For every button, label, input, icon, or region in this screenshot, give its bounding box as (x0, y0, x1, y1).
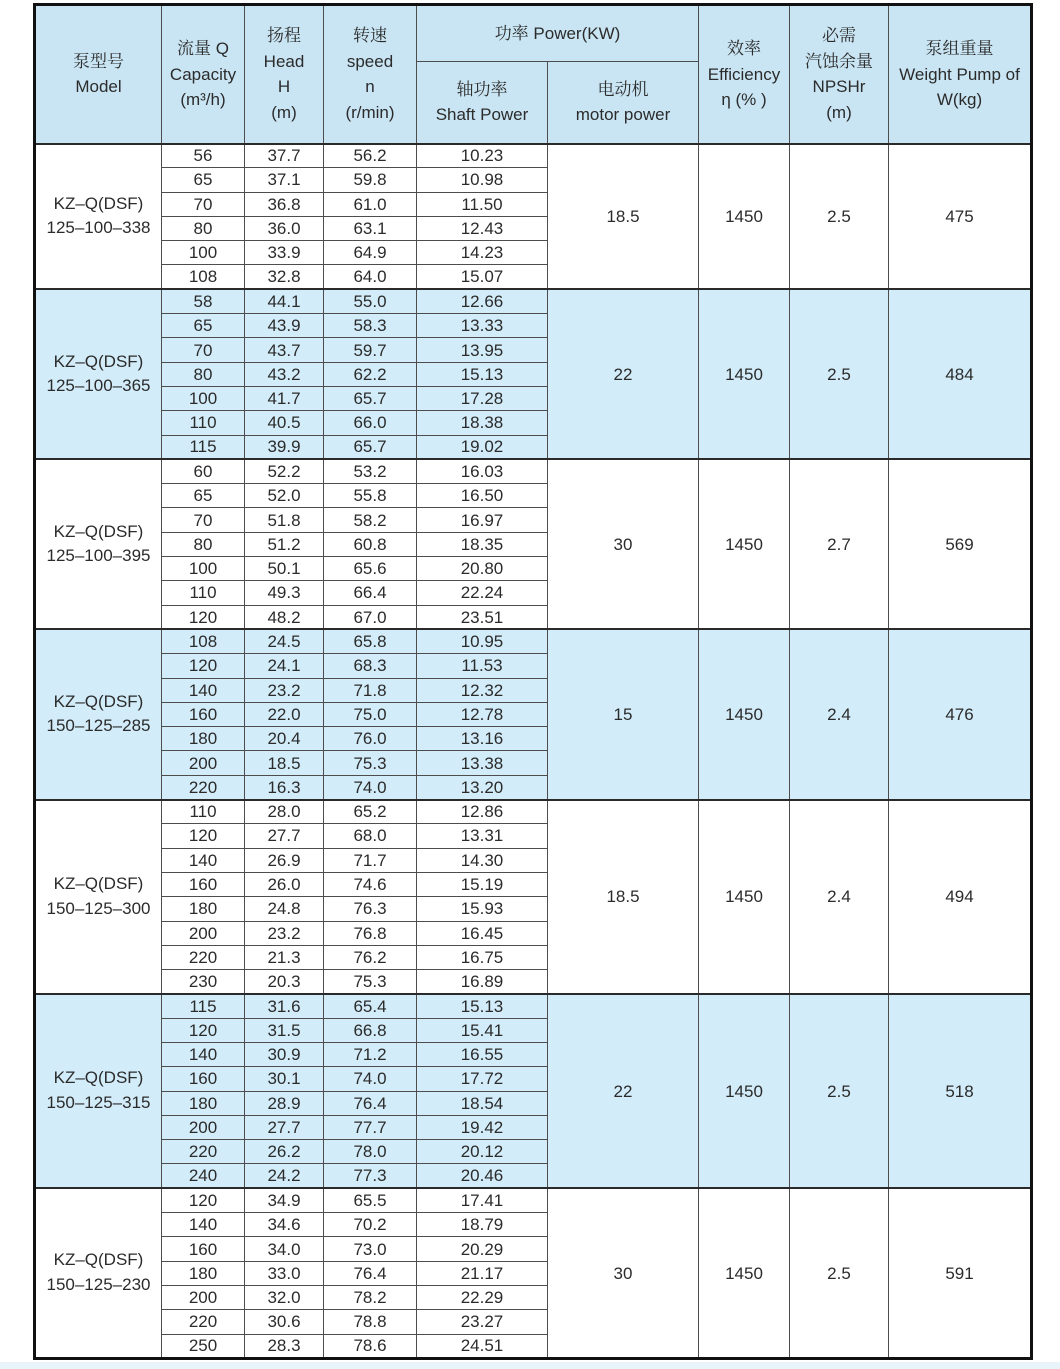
cell-capacity: 200 (162, 1115, 245, 1139)
cell-head: 43.9 (245, 314, 324, 338)
cell-shaft-power: 13.31 (417, 824, 548, 848)
cell-head: 34.0 (245, 1237, 324, 1261)
cell-shaft-power: 19.42 (417, 1115, 548, 1139)
cell-speed: 61.0 (324, 192, 417, 216)
cell-head: 52.0 (245, 484, 324, 508)
cell-motor-power: 18.5 (548, 144, 699, 290)
col-header-power-group: 功率 Power(KW) (417, 5, 699, 62)
cell-capacity: 120 (162, 654, 245, 678)
cell-head: 27.7 (245, 824, 324, 848)
cell-head: 26.0 (245, 872, 324, 896)
cell-head: 28.0 (245, 800, 324, 824)
col-header-efficiency (699, 5, 790, 144)
cell-capacity: 70 (162, 508, 245, 532)
col-header-head (245, 5, 324, 144)
cell-head: 40.5 (245, 411, 324, 435)
cell-shaft-power: 16.03 (417, 459, 548, 483)
cell-speed: 60.8 (324, 532, 417, 556)
cell-head: 43.2 (245, 362, 324, 386)
cell-shaft-power: 12.86 (417, 800, 548, 824)
cell-shaft-power: 16.55 (417, 1042, 548, 1066)
cell-shaft-power: 16.75 (417, 945, 548, 969)
cell-capacity: 80 (162, 532, 245, 556)
cell-speed: 76.8 (324, 921, 417, 945)
cell-capacity: 70 (162, 338, 245, 362)
cell-capacity: 160 (162, 1237, 245, 1261)
cell-head: 20.3 (245, 970, 324, 994)
col-header-capacity-line: Capacity (169, 64, 237, 84)
cell-speed: 74.0 (324, 775, 417, 799)
cell-shaft-power: 10.95 (417, 629, 548, 653)
cell-speed: 75.0 (324, 702, 417, 726)
cell-shaft-power: 13.16 (417, 727, 548, 751)
cell-head: 31.6 (245, 994, 324, 1018)
model-line: KZ–Q(DSF) (53, 874, 144, 894)
cell-shaft-power: 15.19 (417, 872, 548, 896)
cell-capacity: 120 (162, 1188, 245, 1212)
cell-shaft-power: 12.43 (417, 216, 548, 240)
cell-capacity: 120 (162, 605, 245, 629)
cell-capacity: 115 (162, 994, 245, 1018)
cell-speed: 59.8 (324, 168, 417, 192)
cell-shaft-power: 22.29 (417, 1285, 548, 1309)
cell-capacity: 180 (162, 1261, 245, 1285)
col-header-npshr-line: 必需 (822, 26, 856, 46)
cell-head: 28.3 (245, 1334, 324, 1358)
table-row (35, 289, 1032, 313)
cell-head: 51.8 (245, 508, 324, 532)
col-header-efficiency-line: η (% ) (721, 90, 767, 109)
cell-head: 36.0 (245, 216, 324, 240)
cell-head: 22.0 (245, 702, 324, 726)
cell-model (35, 144, 162, 290)
cell-speed: 74.0 (324, 1067, 417, 1091)
model-line: KZ–Q(DSF) (53, 193, 144, 213)
cell-head: 30.9 (245, 1042, 324, 1066)
pump-spec-table (33, 3, 1033, 1360)
cell-shaft-power: 20.46 (417, 1164, 548, 1188)
cell-head: 18.5 (245, 751, 324, 775)
cell-capacity: 200 (162, 751, 245, 775)
cell-speed: 74.6 (324, 872, 417, 896)
cell-efficiency: 1450 (699, 144, 790, 290)
cell-shaft-power: 23.27 (417, 1310, 548, 1334)
cell-head: 32.0 (245, 1285, 324, 1309)
cell-speed: 65.7 (324, 386, 417, 410)
cell-capacity: 250 (162, 1334, 245, 1358)
cell-weight: 476 (889, 629, 1032, 799)
cell-shaft-power: 20.29 (417, 1237, 548, 1261)
cell-shaft-power: 19.02 (417, 435, 548, 459)
cell-head: 20.4 (245, 727, 324, 751)
cell-head: 23.2 (245, 678, 324, 702)
col-header-speed (324, 5, 417, 144)
cell-speed: 67.0 (324, 605, 417, 629)
cell-shaft-power: 16.45 (417, 921, 548, 945)
cell-capacity: 220 (162, 945, 245, 969)
cell-shaft-power: 24.51 (417, 1334, 548, 1358)
cell-speed: 78.2 (324, 1285, 417, 1309)
cell-speed: 77.3 (324, 1164, 417, 1188)
cell-speed: 71.8 (324, 678, 417, 702)
cell-weight: 484 (889, 289, 1032, 459)
model-line: 150–125–315 (46, 1093, 151, 1113)
cell-capacity: 110 (162, 581, 245, 605)
table-header (35, 5, 1032, 144)
cell-head: 39.9 (245, 435, 324, 459)
cell-head: 21.3 (245, 945, 324, 969)
cell-capacity: 58 (162, 289, 245, 313)
col-header-shaft-power (417, 62, 548, 144)
cell-head: 34.6 (245, 1213, 324, 1237)
cell-capacity: 100 (162, 386, 245, 410)
cell-head: 30.6 (245, 1310, 324, 1334)
cell-capacity: 200 (162, 1285, 245, 1309)
cell-capacity: 65 (162, 168, 245, 192)
cell-capacity: 140 (162, 848, 245, 872)
table-body (35, 144, 1032, 1359)
cell-capacity: 56 (162, 144, 245, 168)
cell-speed: 75.3 (324, 970, 417, 994)
cell-speed: 68.0 (324, 824, 417, 848)
cell-capacity: 120 (162, 824, 245, 848)
col-header-weight-line: 泵组重量 (925, 39, 994, 58)
model-line: 125–100–395 (46, 546, 151, 566)
cell-weight: 475 (889, 144, 1032, 290)
cell-capacity: 110 (162, 411, 245, 435)
cell-speed: 66.4 (324, 581, 417, 605)
cell-head: 31.5 (245, 1018, 324, 1042)
col-header-head-line: Head (263, 51, 305, 71)
cell-speed: 55.8 (324, 484, 417, 508)
table-row (35, 1188, 1032, 1212)
col-header-npshr-line: 汽蚀余量 (805, 51, 873, 71)
cell-capacity: 60 (162, 459, 245, 483)
col-header-motor-power-line: 电动机 (597, 79, 649, 99)
cell-speed: 59.7 (324, 338, 417, 362)
cell-speed: 78.8 (324, 1310, 417, 1334)
table-row (35, 629, 1032, 653)
col-header-npshr-line: (m) (826, 102, 852, 122)
cell-model (35, 994, 162, 1188)
cell-head: 37.7 (245, 144, 324, 168)
cell-head: 27.7 (245, 1115, 324, 1139)
col-header-weight-line: W(kg) (936, 90, 983, 109)
cell-shaft-power: 22.24 (417, 581, 548, 605)
cell-head: 44.1 (245, 289, 324, 313)
col-header-head-line: H (277, 77, 291, 97)
cell-capacity: 65 (162, 484, 245, 508)
cell-head: 52.2 (245, 459, 324, 483)
cell-shaft-power: 12.78 (417, 702, 548, 726)
cell-head: 24.8 (245, 897, 324, 921)
cell-speed: 65.4 (324, 994, 417, 1018)
col-header-speed-line: (r/min) (345, 102, 395, 122)
model-line: KZ–Q(DSF) (53, 521, 144, 541)
cell-head: 51.2 (245, 532, 324, 556)
cell-weight: 591 (889, 1188, 1032, 1358)
cell-shaft-power: 18.79 (417, 1213, 548, 1237)
cell-capacity: 160 (162, 1067, 245, 1091)
cell-shaft-power: 12.66 (417, 289, 548, 313)
cell-speed: 78.0 (324, 1140, 417, 1164)
col-header-speed-line: n (365, 77, 375, 97)
model-line: KZ–Q(DSF) (53, 691, 144, 711)
cell-npshr: 2.5 (790, 289, 889, 459)
cell-efficiency: 1450 (699, 459, 790, 629)
cell-capacity: 230 (162, 970, 245, 994)
cell-head: 24.2 (245, 1164, 324, 1188)
col-header-model (35, 5, 162, 144)
cell-weight: 518 (889, 994, 1032, 1188)
cell-model (35, 629, 162, 799)
col-header-shaft-power-line: 轴功率 (456, 79, 508, 99)
cell-head: 16.3 (245, 775, 324, 799)
cell-capacity: 110 (162, 800, 245, 824)
cell-shaft-power: 13.38 (417, 751, 548, 775)
cell-head: 30.1 (245, 1067, 324, 1091)
cell-shaft-power: 18.38 (417, 411, 548, 435)
col-header-npshr (790, 5, 889, 144)
cell-shaft-power: 11.53 (417, 654, 548, 678)
cell-model (35, 1188, 162, 1358)
cell-npshr: 2.5 (790, 144, 889, 290)
cell-capacity: 100 (162, 557, 245, 581)
cell-npshr: 2.4 (790, 800, 889, 994)
cell-efficiency: 1450 (699, 289, 790, 459)
cell-shaft-power: 10.23 (417, 144, 548, 168)
cell-motor-power: 15 (548, 629, 699, 799)
cell-speed: 66.8 (324, 1018, 417, 1042)
col-header-model-line: Model (75, 77, 122, 97)
col-header-speed-line: 转速 (353, 26, 387, 46)
col-header-efficiency-line: Efficiency (707, 64, 781, 84)
cell-head: 24.5 (245, 629, 324, 653)
cell-speed: 68.3 (324, 654, 417, 678)
cell-shaft-power: 18.35 (417, 532, 548, 556)
cell-shaft-power: 23.51 (417, 605, 548, 629)
cell-capacity: 160 (162, 872, 245, 896)
table-row (35, 144, 1032, 168)
cell-shaft-power: 15.13 (417, 362, 548, 386)
col-header-shaft-power-line: Shaft Power (435, 105, 529, 125)
cell-capacity: 220 (162, 1140, 245, 1164)
cell-speed: 53.2 (324, 459, 417, 483)
table-row (35, 994, 1032, 1018)
cell-speed: 76.2 (324, 945, 417, 969)
cell-shaft-power: 17.72 (417, 1067, 548, 1091)
cell-speed: 76.4 (324, 1091, 417, 1115)
cell-speed: 73.0 (324, 1237, 417, 1261)
cell-motor-power: 30 (548, 1188, 699, 1358)
pump-spec-table-wrap (33, 3, 1033, 1360)
cell-weight: 494 (889, 800, 1032, 994)
col-header-weight-line: Weight Pump of (899, 64, 1020, 84)
col-header-npshr-line: NPSHr (812, 77, 866, 97)
col-header-speed-line: speed (346, 51, 394, 71)
cell-head: 32.8 (245, 265, 324, 289)
cell-capacity: 70 (162, 192, 245, 216)
cell-speed: 62.2 (324, 362, 417, 386)
cell-capacity: 180 (162, 897, 245, 921)
cell-capacity: 140 (162, 1213, 245, 1237)
cell-head: 34.9 (245, 1188, 324, 1212)
cell-shaft-power: 13.20 (417, 775, 548, 799)
cell-head: 36.8 (245, 192, 324, 216)
col-header-weight (889, 5, 1032, 144)
cell-speed: 76.0 (324, 727, 417, 751)
cell-speed: 78.6 (324, 1334, 417, 1358)
cell-speed: 64.9 (324, 241, 417, 265)
cell-speed: 76.3 (324, 897, 417, 921)
cell-head: 41.7 (245, 386, 324, 410)
cell-shaft-power: 14.30 (417, 848, 548, 872)
table-row (35, 459, 1032, 483)
cell-shaft-power: 16.89 (417, 970, 548, 994)
header-row-top (35, 5, 1032, 62)
cell-speed: 70.2 (324, 1213, 417, 1237)
cell-shaft-power: 16.97 (417, 508, 548, 532)
cell-capacity: 180 (162, 1091, 245, 1115)
cell-head: 26.9 (245, 848, 324, 872)
cell-speed: 65.6 (324, 557, 417, 581)
cell-head: 26.2 (245, 1140, 324, 1164)
cell-head: 33.9 (245, 241, 324, 265)
cell-speed: 58.2 (324, 508, 417, 532)
cell-shaft-power: 20.12 (417, 1140, 548, 1164)
page-bottom-strip (0, 1362, 1060, 1369)
cell-capacity: 140 (162, 1042, 245, 1066)
cell-speed: 76.4 (324, 1261, 417, 1285)
col-header-capacity-line: (m³/h) (180, 90, 226, 109)
cell-speed: 64.0 (324, 265, 417, 289)
cell-shaft-power: 16.50 (417, 484, 548, 508)
cell-capacity: 240 (162, 1164, 245, 1188)
cell-shaft-power: 21.17 (417, 1261, 548, 1285)
model-line: 150–125–300 (46, 898, 151, 918)
cell-head: 37.1 (245, 168, 324, 192)
cell-npshr: 2.7 (790, 459, 889, 629)
col-header-efficiency-line: 效率 (727, 39, 761, 58)
cell-head: 24.1 (245, 654, 324, 678)
cell-speed: 75.3 (324, 751, 417, 775)
cell-efficiency: 1450 (699, 994, 790, 1188)
cell-head: 49.3 (245, 581, 324, 605)
cell-speed: 63.1 (324, 216, 417, 240)
cell-capacity: 220 (162, 1310, 245, 1334)
cell-model (35, 289, 162, 459)
cell-model (35, 459, 162, 629)
cell-shaft-power: 15.13 (417, 994, 548, 1018)
cell-shaft-power: 15.41 (417, 1018, 548, 1042)
cell-capacity: 120 (162, 1018, 245, 1042)
cell-capacity: 100 (162, 241, 245, 265)
cell-speed: 65.7 (324, 435, 417, 459)
cell-speed: 71.2 (324, 1042, 417, 1066)
cell-shaft-power: 15.07 (417, 265, 548, 289)
cell-capacity: 80 (162, 362, 245, 386)
cell-efficiency: 1450 (699, 1188, 790, 1358)
cell-shaft-power: 11.50 (417, 192, 548, 216)
table-row (35, 800, 1032, 824)
cell-motor-power: 22 (548, 289, 699, 459)
col-header-capacity-line: 流量 Q (177, 39, 229, 58)
cell-shaft-power: 17.28 (417, 386, 548, 410)
cell-capacity: 180 (162, 727, 245, 751)
model-line: KZ–Q(DSF) (53, 1068, 144, 1088)
cell-speed: 66.0 (324, 411, 417, 435)
cell-capacity: 80 (162, 216, 245, 240)
cell-efficiency: 1450 (699, 629, 790, 799)
cell-capacity: 160 (162, 702, 245, 726)
cell-weight: 569 (889, 459, 1032, 629)
model-line: KZ–Q(DSF) (53, 1250, 144, 1270)
cell-shaft-power: 13.95 (417, 338, 548, 362)
col-header-capacity (162, 5, 245, 144)
col-header-head-line: (m) (271, 102, 297, 122)
cell-capacity: 140 (162, 678, 245, 702)
cell-shaft-power: 20.80 (417, 557, 548, 581)
model-line: 125–100–338 (46, 218, 151, 238)
cell-npshr: 2.5 (790, 1188, 889, 1358)
cell-shaft-power: 14.23 (417, 241, 548, 265)
cell-speed: 56.2 (324, 144, 417, 168)
cell-capacity: 200 (162, 921, 245, 945)
cell-npshr: 2.4 (790, 629, 889, 799)
col-header-head-line: 扬程 (267, 26, 301, 46)
cell-capacity: 108 (162, 629, 245, 653)
cell-speed: 65.8 (324, 629, 417, 653)
cell-shaft-power: 13.33 (417, 314, 548, 338)
cell-speed: 65.2 (324, 800, 417, 824)
col-header-motor-power (548, 62, 699, 144)
col-header-model-line: 泵型号 (73, 51, 124, 71)
cell-capacity: 115 (162, 435, 245, 459)
cell-motor-power: 30 (548, 459, 699, 629)
cell-shaft-power: 10.98 (417, 168, 548, 192)
cell-head: 43.7 (245, 338, 324, 362)
cell-speed: 71.7 (324, 848, 417, 872)
cell-shaft-power: 15.93 (417, 897, 548, 921)
cell-capacity: 108 (162, 265, 245, 289)
model-line: 125–100–365 (46, 376, 151, 396)
cell-capacity: 65 (162, 314, 245, 338)
model-line: 150–125–230 (46, 1275, 151, 1295)
cell-motor-power: 18.5 (548, 800, 699, 994)
cell-speed: 77.7 (324, 1115, 417, 1139)
cell-shaft-power: 17.41 (417, 1188, 548, 1212)
cell-head: 33.0 (245, 1261, 324, 1285)
cell-head: 48.2 (245, 605, 324, 629)
cell-speed: 58.3 (324, 314, 417, 338)
cell-npshr: 2.5 (790, 994, 889, 1188)
cell-speed: 65.5 (324, 1188, 417, 1212)
cell-efficiency: 1450 (699, 800, 790, 994)
model-line: 150–125–285 (46, 716, 151, 736)
cell-shaft-power: 18.54 (417, 1091, 548, 1115)
cell-head: 50.1 (245, 557, 324, 581)
cell-head: 23.2 (245, 921, 324, 945)
cell-shaft-power: 12.32 (417, 678, 548, 702)
model-line: KZ–Q(DSF) (53, 351, 144, 371)
cell-speed: 55.0 (324, 289, 417, 313)
cell-head: 28.9 (245, 1091, 324, 1115)
col-header-motor-power-line: motor power (575, 105, 671, 125)
cell-model (35, 800, 162, 994)
cell-capacity: 220 (162, 775, 245, 799)
cell-motor-power: 22 (548, 994, 699, 1188)
